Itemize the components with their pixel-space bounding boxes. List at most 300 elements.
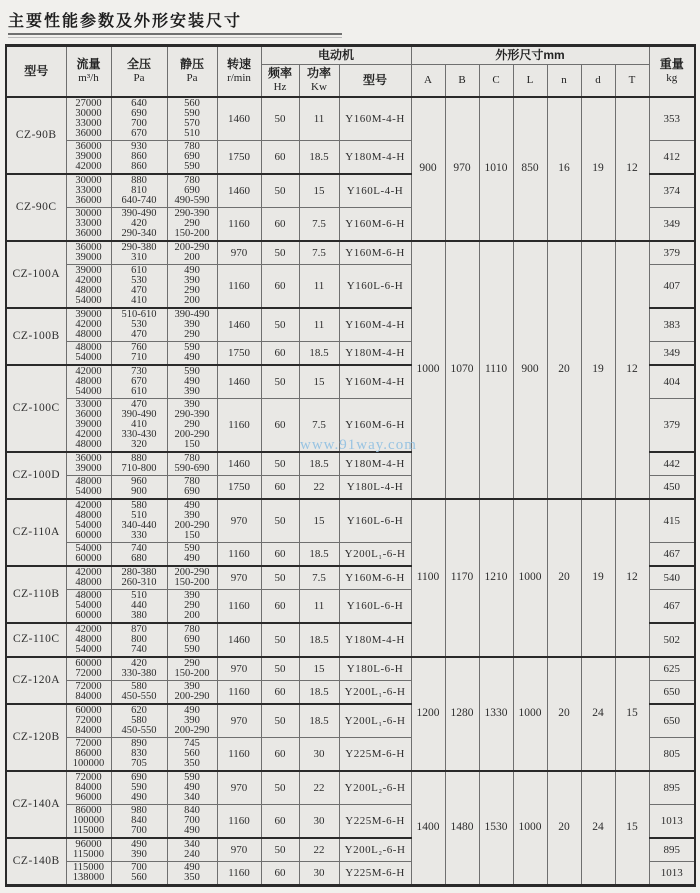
col-header-total-pressure [111,46,167,97]
model-name: CZ-140B [6,838,66,886]
static-pressure-values [167,97,217,141]
col-header-flow-label: 流量 [76,57,101,71]
model-name: CZ-110C [6,623,66,657]
dim-A-value: 1100 [411,499,445,657]
weight-value: 1013 [649,804,695,838]
static-pressure-values [167,452,217,476]
model-name: CZ-90C [6,174,66,241]
motor-model: Y160L-6-H [339,264,411,308]
frequency-value: 50 [261,838,299,862]
dim-A-value: 1400 [411,771,445,886]
flow-values [66,838,111,862]
total-pressure-values-line: 760 [131,341,147,353]
col-header-speed-label: 转速 [226,57,251,71]
model-name: CZ-140A [6,771,66,838]
weight-value: 895 [649,771,695,805]
dim-d-value: 24 [581,657,615,771]
table-header [6,46,695,97]
flow-values-line: 54000 [75,485,102,497]
motor-model: Y160M-4-H [339,97,411,141]
flow-values-line: 42000 [75,365,102,377]
flow-values-line: 33000 [75,398,102,410]
total-pressure-values-line: 420 [131,217,147,229]
total-pressure-values-line: 700 [131,824,147,836]
flow-values-line: 86000 [75,804,102,816]
weight-value: 374 [649,174,695,208]
dim-n-value: 20 [547,241,581,499]
frequency-value: 50 [261,174,299,208]
static-pressure-values-line: 200 [184,294,200,306]
static-pressure-values-line: 690 [184,485,200,497]
frequency-value: 60 [261,475,299,499]
weight-value: 895 [649,838,695,862]
dim-d-value: 19 [581,97,615,241]
col-header-frequency-unit: Hz [273,81,287,93]
total-pressure-values-line: 410 [131,294,147,306]
flow-values-line: 42000 [75,274,102,286]
flow-values-line: 72000 [75,737,102,749]
flow-values-line: 39000 [75,264,102,276]
total-pressure-values-line: 830 [131,747,147,759]
static-pressure-values [167,241,217,265]
total-pressure-values [111,737,167,771]
flow-values-line: 48000 [75,328,102,340]
dim-B-value: 970 [445,97,479,241]
speed-value: 1750 [217,341,261,365]
static-pressure-values-line: 200-290 [174,519,210,531]
total-pressure-values [111,623,167,657]
total-pressure-values-line: 320 [131,438,147,450]
flow-values-line: 36000 [75,227,102,239]
total-pressure-values-line: 330-380 [121,667,157,679]
power-value: 22 [299,771,339,805]
col-header-speed [217,46,261,97]
static-pressure-values-line: 490 [184,824,200,836]
frequency-value: 60 [261,207,299,241]
total-pressure-values-line: 330 [131,529,147,541]
weight-value: 404 [649,365,695,399]
total-pressure-values-line: 840 [131,814,147,826]
dim-B-value: 1070 [445,241,479,499]
total-pressure-values [111,365,167,399]
col-header-dim-C: C [479,65,513,97]
flow-values [66,566,111,590]
static-pressure-values-line: 690 [184,184,200,196]
static-pressure-values-line: 510 [184,127,200,139]
speed-value: 970 [217,704,261,738]
total-pressure-values-line: 860 [131,160,147,172]
col-header-model [6,46,66,97]
model-name: CZ-110A [6,499,66,566]
total-pressure-values-line: 510 [131,509,147,521]
frequency-value: 60 [261,398,299,452]
weight-value: 412 [649,140,695,174]
flow-values-line: 48000 [75,375,102,387]
weight-value: 467 [649,589,695,623]
total-pressure-values-line: 670 [131,127,147,139]
total-pressure-values-line: 390 [131,848,147,860]
flow-values-line: 84000 [75,690,102,702]
frequency-value: 60 [261,589,299,623]
dim-A-value: 1200 [411,657,445,771]
motor-model: Y160M-4-H [339,308,411,342]
static-pressure-values-line: 390 [184,589,200,601]
col-header-dim-B: B [445,65,479,97]
static-pressure-values [167,704,217,738]
flow-values [66,542,111,566]
motor-model: Y180L-4-H [339,475,411,499]
static-pressure-values-line: 690 [184,633,200,645]
flow-values-line: 42000 [75,160,102,172]
frequency-value: 50 [261,365,299,399]
dim-B-value: 1170 [445,499,479,657]
weight-value: 383 [649,308,695,342]
flow-values-line: 96000 [75,838,102,850]
speed-value: 1460 [217,174,261,208]
power-value: 15 [299,174,339,208]
total-pressure-values-line: 470 [131,328,147,340]
static-pressure-values-line: 390 [184,398,200,410]
weight-value: 502 [649,623,695,657]
total-pressure-values-line: 610 [131,385,147,397]
motor-model: Y225M-6-H [339,861,411,885]
static-pressure-values [167,264,217,308]
motor-model: Y200L₂-6-H [339,771,411,805]
flow-values-line: 36000 [75,452,102,464]
static-pressure-values-line: 200-290 [174,241,210,253]
total-pressure-values [111,589,167,623]
power-value: 30 [299,737,339,771]
dim-C-value: 1530 [479,771,513,886]
total-pressure-values [111,140,167,174]
motor-model: Y200L₂-6-H [339,838,411,862]
power-value: 18.5 [299,680,339,704]
static-pressure-values [167,771,217,805]
flow-values-line: 42000 [75,318,102,330]
dim-n-value: 20 [547,657,581,771]
total-pressure-values-line: 280-380 [121,566,157,578]
weight-value: 1013 [649,861,695,885]
static-pressure-values [167,804,217,838]
flow-values-line: 33000 [75,217,102,229]
power-value: 15 [299,657,339,681]
total-pressure-values-line: 560 [131,871,147,883]
frequency-value: 50 [261,308,299,342]
flow-values-line: 72000 [75,714,102,726]
flow-values-line: 33000 [75,184,102,196]
static-pressure-values [167,589,217,623]
col-header-dims-group: 外形尺寸mm [411,46,649,65]
frequency-value: 60 [261,341,299,365]
flow-values-line: 39000 [75,251,102,263]
flow-values-line: 30000 [75,174,102,186]
motor-model: Y225M-6-H [339,804,411,838]
static-pressure-values-line: 780 [184,174,200,186]
flow-values-line: 36000 [75,241,102,253]
dim-C-value: 1210 [479,499,513,657]
flow-values-line: 84000 [75,724,102,736]
power-value: 18.5 [299,341,339,365]
frequency-value: 50 [261,657,299,681]
flow-values [66,475,111,499]
total-pressure-values-line: 580 [131,714,147,726]
total-pressure-values [111,771,167,805]
speed-value: 1750 [217,475,261,499]
frequency-value: 50 [261,566,299,590]
motor-model: Y160M-4-H [339,365,411,399]
total-pressure-values-line: 890 [131,737,147,749]
static-pressure-values-line: 590 [184,107,200,119]
col-header-flow [66,46,111,97]
speed-value: 1160 [217,804,261,838]
weight-value: 467 [649,542,695,566]
speed-value: 1460 [217,623,261,657]
dim-L-value: 1000 [513,657,547,771]
power-value: 22 [299,475,339,499]
flow-values-line: 42000 [75,566,102,578]
speed-value: 1460 [217,308,261,342]
total-pressure-values-line: 420 [131,657,147,669]
total-pressure-values-line: 330-430 [121,428,157,440]
dim-n-value: 16 [547,97,581,241]
static-pressure-values-line: 150-200 [174,576,210,588]
static-pressure-values [167,308,217,342]
frequency-value: 60 [261,680,299,704]
total-pressure-values [111,704,167,738]
dim-L-value: 900 [513,241,547,499]
weight-value: 379 [649,398,695,452]
flow-values-line: 48000 [75,633,102,645]
static-pressure-values-line: 150-200 [174,227,210,239]
col-header-frequency-label: 频率 [267,66,292,80]
static-pressure-values [167,737,217,771]
static-pressure-values [167,341,217,365]
col-header-dim-L: L [513,65,547,97]
total-pressure-values-line: 690 [131,107,147,119]
flow-values-line: 39000 [75,150,102,162]
total-pressure-values-line: 740 [131,643,147,655]
total-pressure-values [111,174,167,208]
static-pressure-values-line: 690 [184,150,200,162]
total-pressure-values-line: 900 [131,485,147,497]
power-value: 11 [299,264,339,308]
frequency-value: 60 [261,542,299,566]
frequency-value: 50 [261,623,299,657]
col-header-dim-n: n [547,65,581,97]
flow-values [66,398,111,452]
motor-model: Y180M-4-H [339,341,411,365]
flow-values [66,704,111,738]
total-pressure-values-line: 700 [131,117,147,129]
flow-values-line: 54000 [75,385,102,397]
static-pressure-values-line: 490 [184,781,200,793]
speed-value: 970 [217,771,261,805]
motor-model: Y160L-6-H [339,589,411,623]
static-pressure-values-line: 290-390 [174,207,210,219]
static-pressure-values-line: 290 [184,599,200,611]
static-pressure-values [167,566,217,590]
page-title: 主要性能参数及外形安装尺寸 [8,13,243,30]
static-pressure-values-line: 780 [184,623,200,635]
power-value: 18.5 [299,140,339,174]
flow-values-line: 36000 [75,127,102,139]
flow-values-line: 115000 [72,824,105,836]
col-header-power-unit: Kw [311,81,327,93]
static-pressure-values-line: 390 [184,680,200,692]
weight-value: 650 [649,680,695,704]
flow-values [66,861,111,885]
static-pressure-values-line: 590 [184,643,200,655]
flow-values [66,737,111,771]
flow-values-line: 30000 [75,107,102,119]
motor-model: Y160L-6-H [339,499,411,543]
table-body [6,97,695,886]
flow-values-line: 39000 [75,462,102,474]
total-pressure-values-line: 390-490 [121,408,157,420]
power-value: 18.5 [299,623,339,657]
total-pressure-values-line: 450-550 [121,690,157,702]
frequency-value: 60 [261,264,299,308]
spec-table [5,44,696,887]
static-pressure-values-line: 490 [184,375,200,387]
static-pressure-values [167,623,217,657]
frequency-value: 50 [261,704,299,738]
motor-model: Y180M-4-H [339,623,411,657]
weight-value: 650 [649,704,695,738]
flow-values-line: 42000 [75,499,102,511]
flow-values-line: 60000 [75,552,102,564]
flow-values-line: 72000 [75,771,102,783]
static-pressure-values-line: 490 [184,499,200,511]
static-pressure-values-line: 150 [184,438,200,450]
total-pressure-values-line: 440 [131,599,147,611]
motor-model: Y160M-6-H [339,398,411,452]
total-pressure-values-line: 610 [131,264,147,276]
static-pressure-values-line: 840 [184,804,200,816]
static-pressure-values-line: 390 [184,509,200,521]
power-value: 11 [299,308,339,342]
static-pressure-values [167,542,217,566]
col-header-static-pressure-unit: Pa [186,72,198,84]
speed-value: 1160 [217,861,261,885]
model-name: CZ-110B [6,566,66,623]
total-pressure-values-line: 730 [131,365,147,377]
static-pressure-values [167,365,217,399]
total-pressure-values-line: 310 [131,251,147,263]
flow-values-line: 72000 [75,680,102,692]
total-pressure-values-line: 530 [131,318,147,330]
flow-values-line: 48000 [75,589,102,601]
total-pressure-values-line: 740 [131,542,147,554]
col-header-motor-group: 电动机 [261,46,411,65]
total-pressure-values-line: 580 [131,680,147,692]
speed-value: 970 [217,566,261,590]
motor-model: Y180M-4-H [339,140,411,174]
total-pressure-values [111,207,167,241]
flow-values-line: 115000 [72,848,105,860]
total-pressure-values-line: 380 [131,609,147,621]
col-header-power [299,65,339,97]
total-pressure-values-line: 670 [131,375,147,387]
static-pressure-values-line: 590-690 [174,462,210,474]
power-value: 22 [299,838,339,862]
total-pressure-values-line: 290-340 [121,227,157,239]
total-pressure-values [111,657,167,681]
flow-values-line: 27000 [75,97,102,109]
static-pressure-values-line: 780 [184,475,200,487]
col-header-static-pressure [167,46,217,97]
col-header-flow-unit: m³/h [78,72,99,84]
flow-values-line: 96000 [75,791,102,803]
total-pressure-values [111,264,167,308]
static-pressure-values-line: 290-390 [174,408,210,420]
dim-A-value: 900 [411,97,445,241]
flow-values [66,623,111,657]
static-pressure-values-line: 490 [184,704,200,716]
flow-values [66,308,111,342]
table-row [6,97,695,141]
power-value: 7.5 [299,241,339,265]
frequency-value: 50 [261,241,299,265]
frequency-value: 60 [261,804,299,838]
flow-values [66,207,111,241]
flow-values-line: 100000 [72,814,105,826]
total-pressure-values-line: 530 [131,274,147,286]
flow-values-line: 48000 [75,438,102,450]
dim-L-value: 1000 [513,499,547,657]
static-pressure-values-line: 390-490 [174,308,210,320]
col-header-power-label: 功率 [306,66,331,80]
flow-values [66,680,111,704]
flow-values-line: 42000 [75,428,102,440]
table-row [6,499,695,543]
speed-value: 970 [217,241,261,265]
speed-value: 970 [217,499,261,543]
dim-d-value: 19 [581,499,615,657]
weight-value: 625 [649,657,695,681]
static-pressure-values [167,398,217,452]
weight-value: 353 [649,97,695,141]
flow-values [66,241,111,265]
total-pressure-values-line: 390-490 [121,207,157,219]
power-value: 15 [299,365,339,399]
static-pressure-values-line: 290 [184,328,200,340]
static-pressure-values [167,174,217,208]
motor-model: Y160M-6-H [339,241,411,265]
dim-L-value: 850 [513,97,547,241]
static-pressure-values-line: 780 [184,140,200,152]
speed-value: 1160 [217,264,261,308]
watermark: www.91way.com [300,437,417,453]
total-pressure-values-line: 490 [131,791,147,803]
model-name: CZ-100C [6,365,66,452]
static-pressure-values-line: 150-200 [174,667,210,679]
static-pressure-values-line: 200 [184,609,200,621]
motor-model: Y225M-6-H [339,737,411,771]
power-value: 7.5 [299,566,339,590]
flow-values [66,365,111,399]
static-pressure-values-line: 780 [184,452,200,464]
flow-values-line: 48000 [75,341,102,353]
total-pressure-values [111,452,167,476]
flow-values [66,804,111,838]
power-value: 7.5 [299,398,339,452]
total-pressure-values [111,804,167,838]
power-value: 18.5 [299,704,339,738]
weight-value: 442 [649,452,695,476]
dim-T-value: 15 [615,657,649,771]
total-pressure-values-line: 640 [131,97,147,109]
